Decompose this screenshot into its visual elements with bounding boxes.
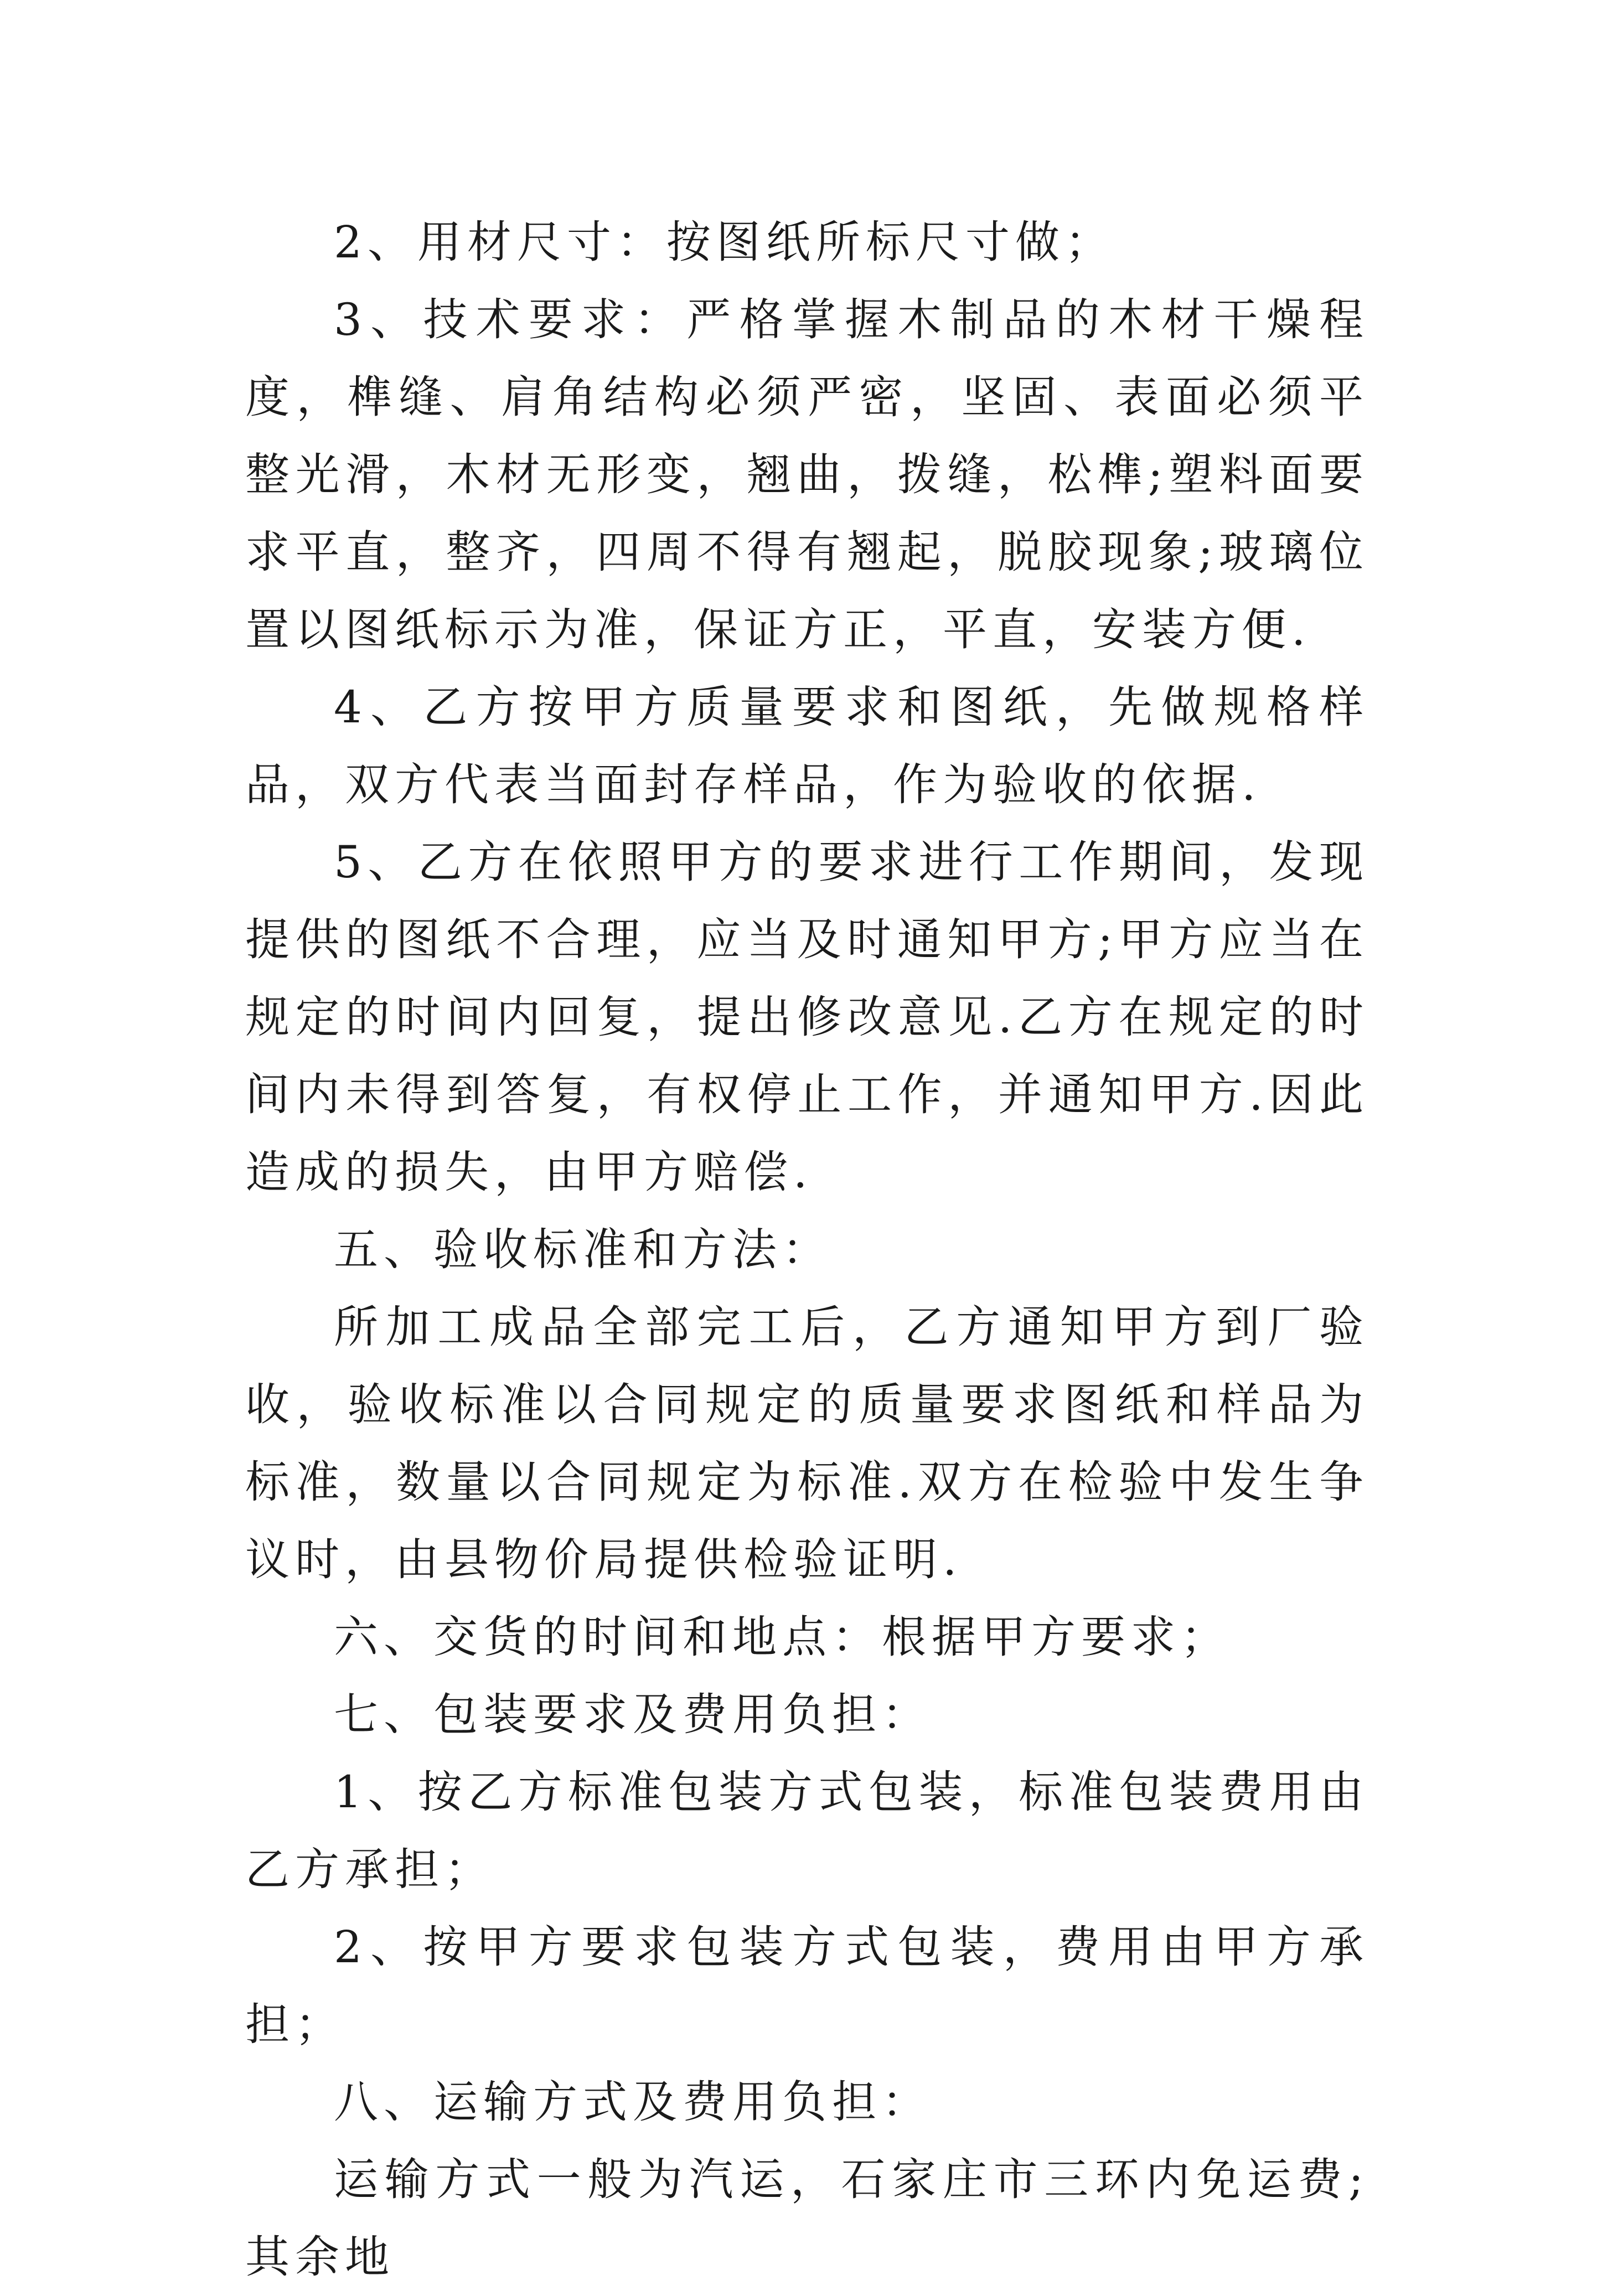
paragraph-packaging-custom: 2、按甲方要求包装方式包装，费用由甲方承担； [245,1921,1369,2050]
paragraph-drawing-review: 5、乙方在依照甲方的要求进行工作期间，发现提供的图纸不合理，应当及时通知甲方;甲方应当在规定的时间内回复，提出修改意见.乙方在规定的时间内未得到答复，有权停止工作，并通知甲方.因此造成的损失，由甲方赔偿. [245,836,1369,1198]
heading-delivery: 六、交货的时间和地点：根据甲方要求； [334,1611,1231,1663]
heading-packaging: 七、包装要求及费用负担： [334,1689,932,1740]
paragraph-material-size: 2、用材尺寸：按图纸所标尺寸做； [334,216,1115,268]
heading-acceptance: 五、验收标准和方法： [334,1224,832,1275]
document-body [245,204,1369,2296]
paragraph-acceptance: 所加工成品全部完工后，乙方通知甲方到厂验收，验收标准以合同规定的质量要求图纸和样品为标准，数量以合同规定为标准.双方在检验中发生争议时，由县物价局提供检验证明. [245,1301,1369,1585]
paragraph-technical-requirements: 3、技术要求：严格掌握木制品的木材干燥程度，榫缝、肩角结构必须严密，坚固、表面必须平整光滑，木材无形变，翘曲，拨缝，松榫;塑料面要求平直，整齐，四周不得有翘起，脱胶现象;玻璃位置以图纸标示为准，保证方正，平直，安装方便. [245,294,1369,655]
paragraph-sample: 4、乙方按甲方质量要求和图纸，先做规格样品，双方代表当面封存样品，作为验收的依据. [245,681,1369,810]
paragraph-packaging-standard: 1、按乙方标准包装方式包装，标准包装费用由乙方承担； [245,1766,1369,1895]
heading-transport: 八、运输方式及费用负担： [334,2076,932,2128]
paragraph-transport: 运输方式一般为汽运，石家庄市三环内免运费;其余地 [245,2154,1369,2283]
